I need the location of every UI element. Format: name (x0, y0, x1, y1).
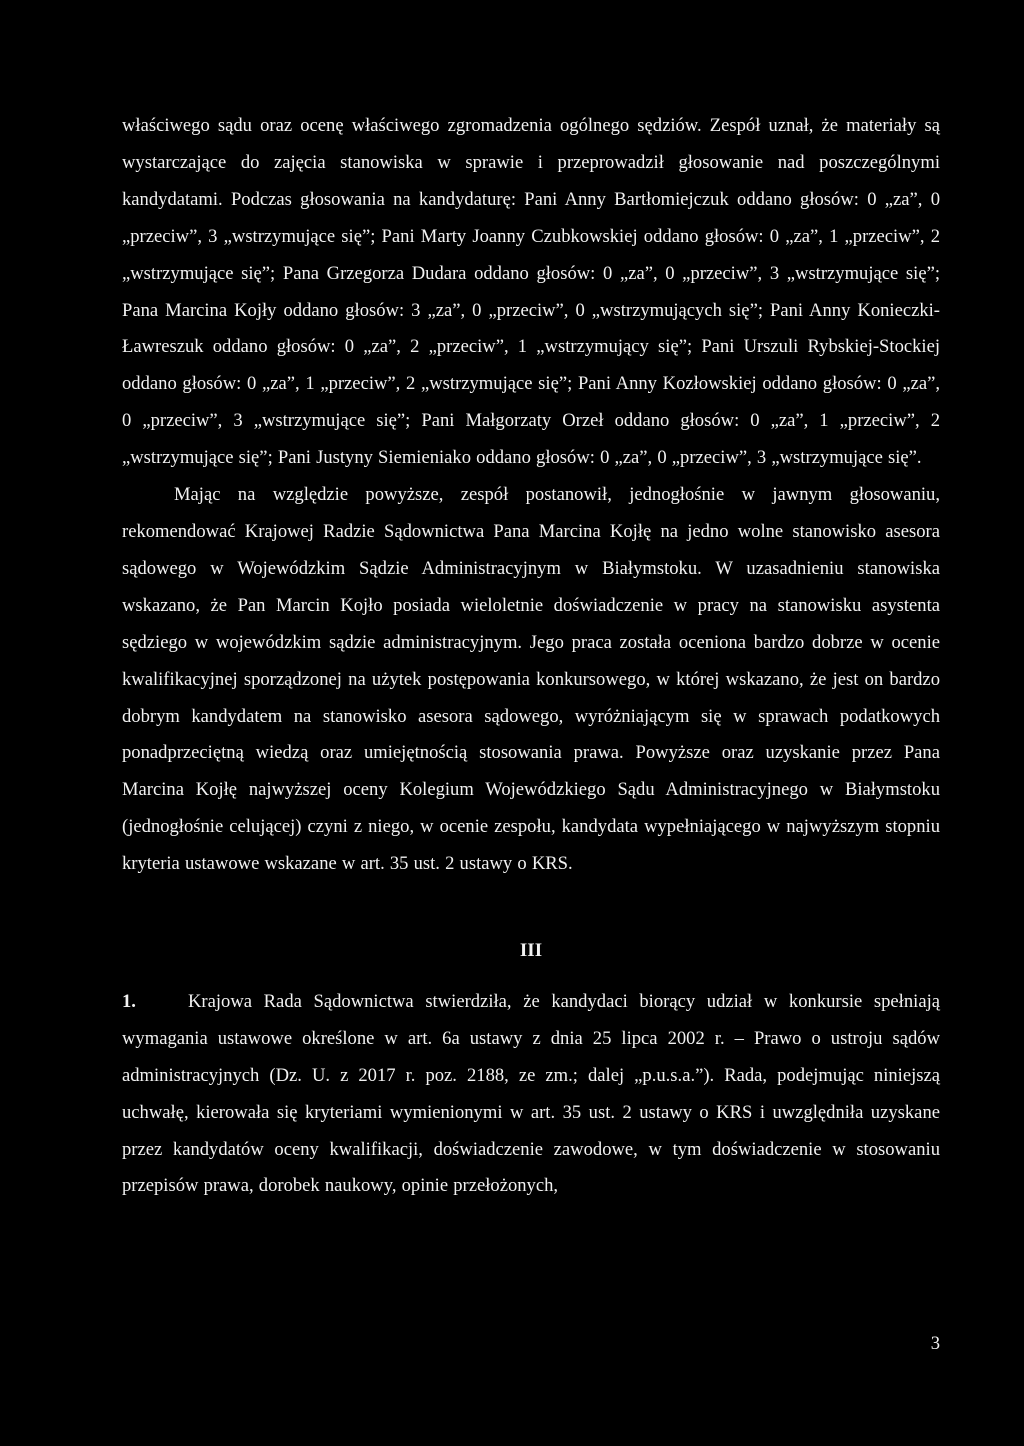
section-heading: III (519, 940, 543, 962)
document-page (122, 108, 940, 1205)
item-text: Krajowa Rada Sądownictwa stwierdziła, że kandydaci biorący udział w konkursie spełniają wymagania ustawowe określone w art. 6a ustawy z dnia 25 lipca 2002 r. – Prawo o ustroju sądów administracyjnych (Dz. U. z 2017 r. poz. 2188, ze zm.; dalej „p.u.s.a.”). Rada, podejmując niniejszą uchwałę, kierowała się kryteriami wymienionymi w art. 35 ust. 2 ustawy o KRS i uwzględniła uzyskane przez kandydatów oceny kwalifikacji, doświadczenie zawodowe, w tym doświadczenie w stosowaniu przepisów prawa, dorobek naukowy, opinie przełożonych, (122, 990, 940, 1197)
item-number: 1. (122, 990, 136, 1012)
page-number: 3 (930, 1333, 940, 1354)
paragraph-recommendation: Mając na względzie powyższe, zespół postanowił, jednogłośnie w jawnym głosowaniu, rekomendować Krajowej Radzie Sądownictwa Pana Marcina Kojłę na jedno wolne stanowisko asesora sądowego w Wojewódzkim Sądzie Administracyjnym w Białymstoku. W uzasadnieniu stanowiska wskazano, że Pan Marcin Kojło posiada wieloletnie doświadczenie w pracy na stanowisku asystenta sędziego w wojewódzkim sądzie administracyjnym. Jego praca została oceniona bardzo dobrze w ocenie kwalifikacyjnej sporządzonej na użytek postępowania konkursowego, w której wskazano, że jest on bardzo dobrym kandydatem na stanowisko asesora sądowego, wyróżniającym się w sprawach podatkowych ponadprzeciętną wiedzą oraz umiejętnością stosowania prawa. Powyższe oraz uzyskanie przez Pana Marcina Kojłę najwyższej oceny Kolegium Wojewódzkiego Sądu Administracyjnego w Białymstoku (jednogłośnie celującej) czyni z niego, w ocenie zespołu, kandydata wypełniającego w najwyższym stopniu kryteria ustawowe wskazane w art. 35 ust. 2 ustawy o KRS. (122, 484, 940, 875)
numbered-item-1 (122, 984, 940, 1205)
paragraph-voting-results: właściwego sądu oraz ocenę właściwego zgromadzenia ogólnego sędziów. Zespół uznał, że materiały są wystarczające do zajęcia stanowiska w sprawie i przeprowadził głosowanie nad poszczególnymi kandydatami. Podczas głosowania na kandydaturę: Pani Anny Bartłomiejczuk oddano głosów: 0 „za”, 0 „przeciw”, 3 „wstrzymujące się”; Pani Marty Joanny Czubkowskiej oddano głosów: 0 „za”, 1 „przeciw”, 2 „wstrzymujące się”; Pana Grzegorza Dudara oddano głosów: 0 „za”, 0 „przeciw”, 3 „wstrzymujące się”; Pana Marcina Kojły oddano głosów: 3 „za”, 0 „przeciw”, 0 „wstrzymujących się”; Pani Anny Konieczki-Ławreszuk oddano głosów: 0 „za”, 2 „przeciw”, 1 „wstrzymujący się”; Pani Urszuli Rybskiej-Stockiej oddano głosów: 0 „za”, 1 „przeciw”, 2 „wstrzymujące się”; Pani Anny Kozłowskiej oddano głosów: 0 „za”, 0 „przeciw”, 3 „wstrzymujące się”; Pani Małgorzaty Orzeł oddano głosów: 0 „za”, 1 „przeciw”, 2 „wstrzymujące się”; Pani Justyny Siemieniako oddano głosów: 0 „za”, 0 „przeciw”, 3 „wstrzymujące się”. (122, 115, 940, 469)
